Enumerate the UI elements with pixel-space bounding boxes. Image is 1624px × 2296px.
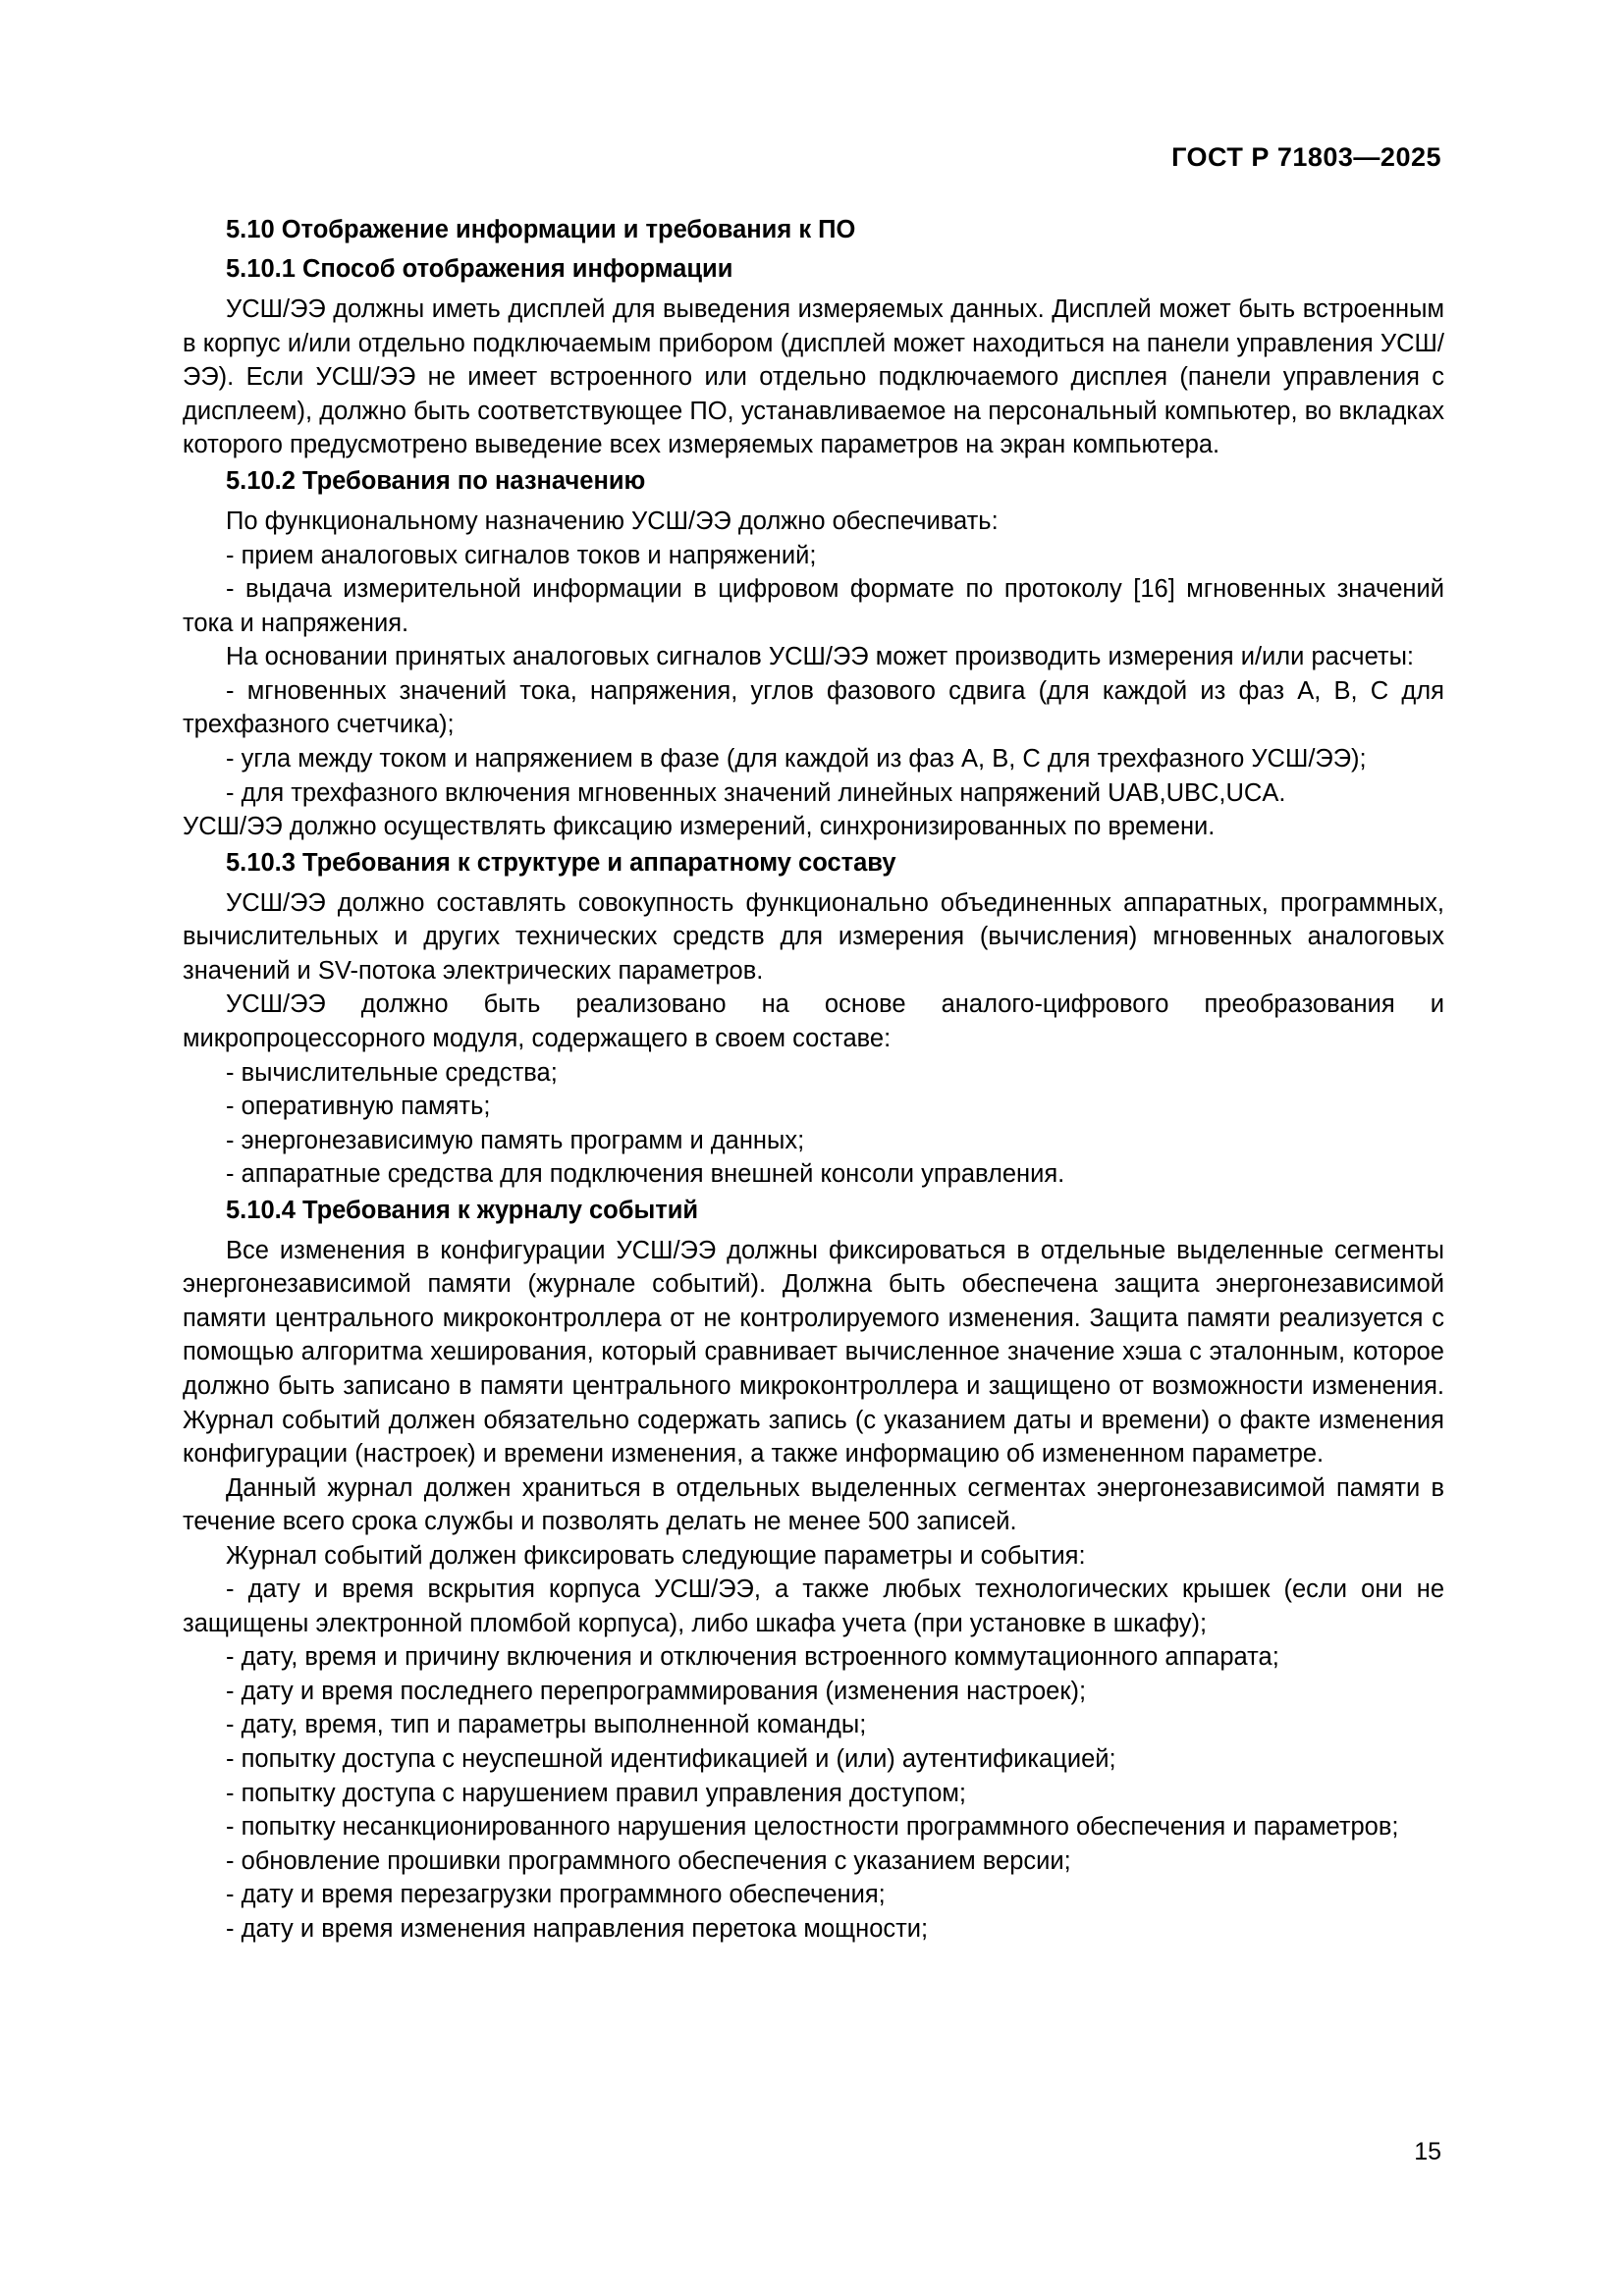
paragraph-5-10-2-1: По функциональному назначению УСШ/ЭЭ должно обеспечивать: — [226, 507, 999, 536]
list-item-5-10-4-3: - дату и время последнего перепрограммирования (изменения настроек); — [226, 1677, 1087, 1705]
list-item-5-10-4-7: - попытку несанкционированного нарушения целостности программного обеспечения и параметров; — [226, 1813, 1399, 1842]
list-item-5-10-2-4: - угла между током и напряжением в фазе (для каждой из фаз А, В, С для трехфазного УСШ/ЭЭ); — [226, 744, 1367, 773]
heading-5-10: 5.10 Отображение информации и требования к ПО — [226, 216, 856, 243]
list-item-5-10-4-1: - дату и время вскрытия корпуса УСШ/ЭЭ, а также любых технологических крышек (если они не защищены электронной пломбой корпуса), либо шкафа учета (при установке в шкафу); — [183, 1575, 1444, 1637]
paragraph-5-10-3-2: УСШ/ЭЭ должно быть реализовано на основе аналого-цифрового преобразования и микропроцессорного модуля, содержащего в своем составе: — [183, 990, 1444, 1052]
list-item-5-10-2-5: - для трехфазного включения мгновенных значений линейных напряжений UAB,UBC,UCA. — [226, 778, 1286, 807]
paragraph-5-10-3-1: УСШ/ЭЭ должно составлять совокупность функционально объединенных аппаратных, программных, вычислительных и других технических средств для измерения (вычисления) мгновенных аналоговых значений и SV-потока электрических параметров. — [183, 888, 1444, 985]
heading-5-10-3: 5.10.3 Требования к структуре и аппаратному составу — [226, 848, 896, 877]
list-item-5-10-4-10: - дату и время изменения направления перетока мощности; — [226, 1914, 929, 1943]
document-body — [183, 214, 1444, 1946]
paragraph-5-10-4-1: Все изменения в конфигурации УСШ/ЭЭ должны фиксироваться в отдельные выделенные сегменты энергонезависимой памяти (журнале событий). Должна быть обеспечена защита энергонезависимой памяти центрального микроконтроллера от не контролируемого изменения. Защита памяти реализуется с помощью алгоритма хеширования, который сравнивает вычисленное значение хэша с эталонным, которое должно быть записано в памяти центрального микроконтроллера и защищено от возможности изменения. Журнал событий должен обязательно содержать запись (с указанием даты и времени) о факте изменения конфигурации (настроек) и времени изменения, а также информацию об измененном параметре. — [183, 1236, 1444, 1468]
paragraph-5-10-1-1: УСШ/ЭЭ должны иметь дисплей для выведения измеряемых данных. Дисплей может быть встроенным в корпус и/или отдельно подключаемым прибором (дисплей может находиться на панели управления УСШ/ЭЭ). Если УСШ/ЭЭ не имеет встроенного или отдельно подключаемого дисплея (панели управления с дисплеем), должно быть соответствующее ПО, устанавливаемое на персональный компьютер, во вкладках которого предусмотрено выведение всех измеряемых параметров на экран компьютера. — [183, 295, 1444, 459]
heading-5-10-4: 5.10.4 Требования к журналу событий — [226, 1196, 699, 1224]
list-item-5-10-4-6: - попытку доступа с нарушением правил управления доступом; — [226, 1779, 966, 1807]
list-item-5-10-3-4: - аппаратные средства для подключения внешней консоли управления. — [226, 1160, 1065, 1189]
list-item-5-10-3-3: - энергонезависимую память программ и данных; — [226, 1126, 805, 1154]
page-header-standard-number: ГОСТ Р 71803—2025 — [1171, 142, 1441, 172]
heading-5-10-1: 5.10.1 Способ отображения информации — [226, 255, 733, 284]
list-item-5-10-3-1: - вычислительные средства; — [226, 1058, 558, 1087]
page-number: 15 — [1414, 2138, 1441, 2165]
list-item-5-10-4-8: - обновление прошивки программного обеспечения с указанием версии; — [226, 1846, 1071, 1875]
paragraph-5-10-4-3: Журнал событий должен фиксировать следующие параметры и события: — [226, 1541, 1086, 1570]
list-item-5-10-2-1: - прием аналоговых сигналов токов и напряжений; — [226, 541, 817, 569]
heading-5-10-2: 5.10.2 Требования по назначению — [226, 467, 646, 496]
list-item-5-10-4-4: - дату, время, тип и параметры выполненной команды; — [226, 1711, 867, 1739]
list-item-5-10-4-5: - попытку доступа с неуспешной идентификацией и (или) аутентификацией; — [226, 1745, 1116, 1774]
paragraph-5-10-2-2: На основании принятых аналоговых сигналов УСШ/ЭЭ может производить измерения и/или расчеты: — [226, 643, 1415, 671]
list-item-5-10-4-9: - дату и время перезагрузки программного обеспечения; — [226, 1881, 886, 1909]
paragraph-5-10-4-2: Данный журнал должен храниться в отдельных выделенных сегментах энергонезависимой памяти в течение всего срока службы и позволять делать не менее 500 записей. — [183, 1473, 1444, 1536]
list-item-5-10-2-2: - выдача измерительной информации в цифровом формате по протоколу [16] мгновенных значений тока и напряжения. — [183, 575, 1444, 637]
list-item-5-10-2-3: - мгновенных значений тока, напряжения, углов фазового сдвига (для каждой из фаз А, В, С для трехфазного счетчика); — [183, 676, 1444, 739]
list-item-5-10-3-2: - оперативную память; — [226, 1093, 491, 1121]
paragraph-5-10-2-3: УСШ/ЭЭ должно осуществлять фиксацию измерений, синхронизированных по времени. — [183, 813, 1216, 841]
list-item-5-10-4-2: - дату, время и причину включения и отключения встроенного коммутационного аппарата; — [226, 1643, 1279, 1672]
